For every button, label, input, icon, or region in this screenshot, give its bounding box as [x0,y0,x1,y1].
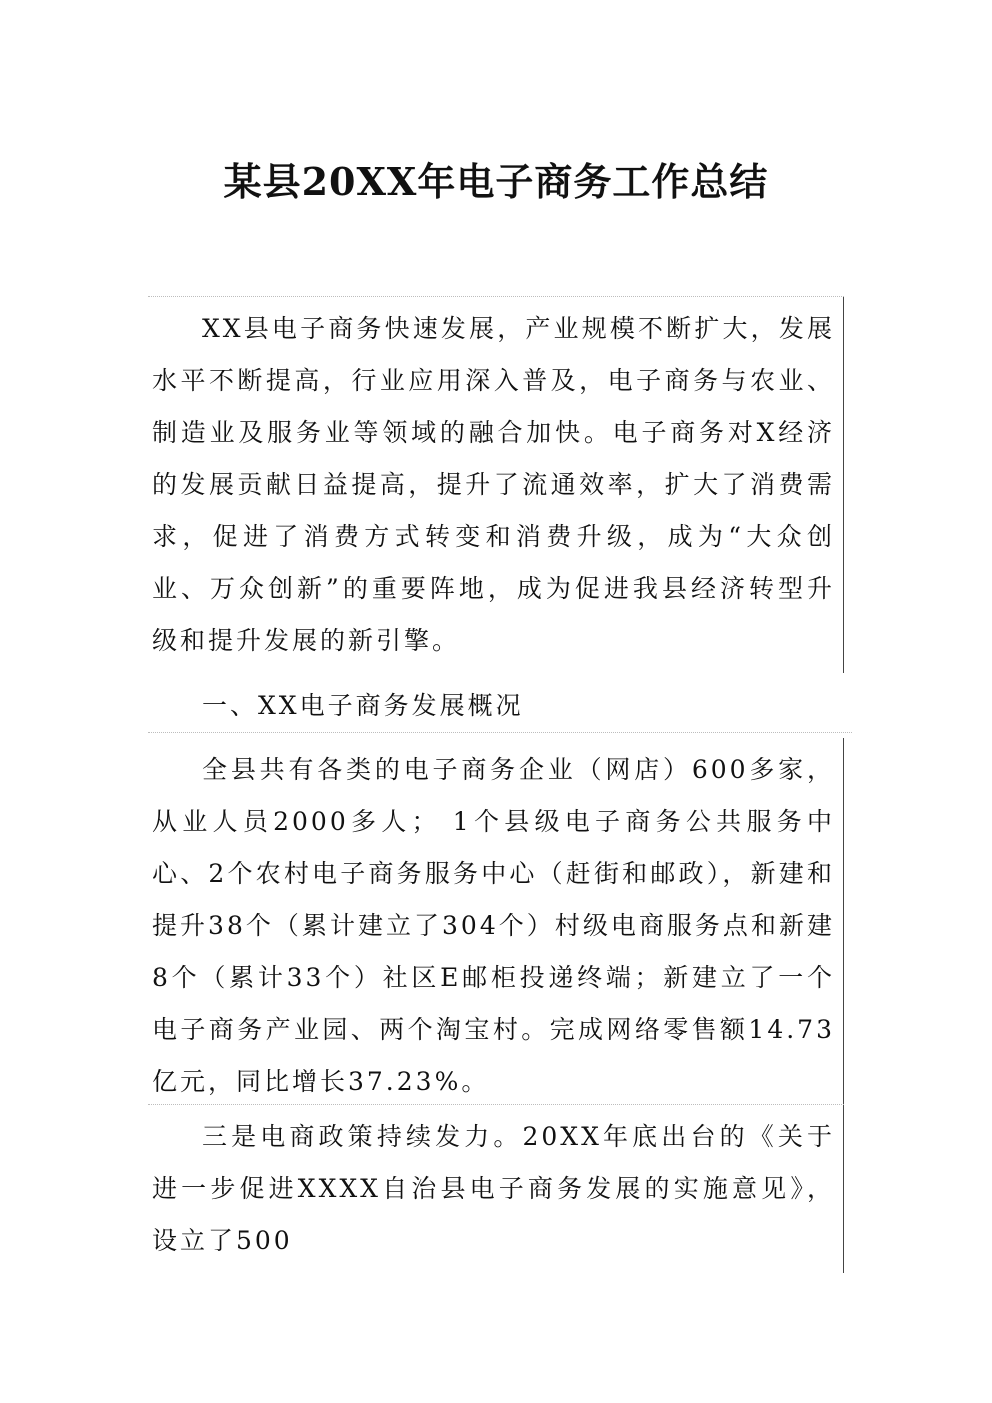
policy-paragraph: 三是电商政策持续发力。20XX年底出台的《关于进一步促进XXXX自治县电子商务发展的实施意见》，设立了500 [148,1105,844,1273]
intro-paragraph-block [148,296,844,673]
overview-paragraph-block [148,738,844,1114]
intro-paragraph: XX县电子商务快速发展，产业规模不断扩大，发展水平不断提高，行业应用深入普及，电子商务与农业、制造业及服务业等领域的融合加快。电子商务对X经济的发展贡献日益提高，提升了流通效率，扩大了消费需求，促进了消费方式转变和消费升级，成为“大众创业、万众创新”的重要阵地，成为促进我县经济转型升级和提升发展的新引擎。 [148,297,844,673]
section-heading: 一、XX电子商务发展概况 [148,680,852,733]
document-title: 某县20XX年电子商务工作总结 [223,159,769,204]
overview-paragraph: 全县共有各类的电子商务企业（网店）600多家，从业人员2000多人； 1个县级电子商务公共服务中心、2个农村电子商务服务中心（赶街和邮政），新建和提升38个（累计建立了304个）村级电商服务点和新建8个（累计33个）社区E邮柜投递终端；新建立了一个电子商务产业园、两个淘宝村。完成网络零售额14.73亿元，同比增长37.23%。 [148,738,844,1114]
policy-paragraph-block [148,1104,844,1273]
